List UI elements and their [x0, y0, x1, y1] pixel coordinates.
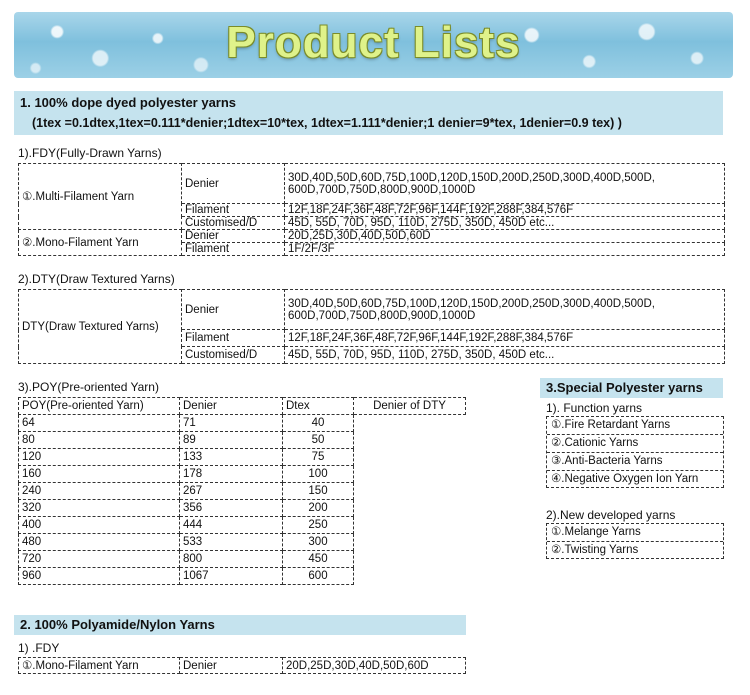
function-yarns-title: 1). Function yarns: [546, 401, 643, 415]
poy-denier-cell: 120: [19, 449, 180, 466]
fdy-denier-label: Denier: [182, 164, 285, 204]
poy-dty-cell: 600: [283, 568, 354, 585]
function-yarns-list: [546, 416, 724, 488]
poy-dtex-cell: 89: [180, 432, 283, 449]
poy-label: POY(Pre-oriented Yarn): [19, 398, 180, 415]
poy-dty-cell: 450: [283, 551, 354, 568]
list-item: ①.Fire Retardant Yarns: [547, 417, 723, 435]
list-item: ④.Negative Oxygen Ion Yarn: [551, 473, 699, 485]
fdy-custom-label: Customised/D: [182, 217, 285, 230]
special-header: 3.Special Polyester yarns: [540, 378, 723, 398]
poy-dtex-cell: 444: [180, 517, 283, 534]
section2-header: 2. 100% Polyamide/Nylon Yarns: [14, 615, 466, 635]
table-row: [19, 534, 466, 551]
unit-conversion: (1tex =0.1dtex,1tex=0.111*denier;1dtex=10*tex, 1dtex=1.111*denier;1 denier=9*tex, 1denier=0.9 tex) ): [32, 116, 622, 130]
poy-dty-cell: 250: [283, 517, 354, 534]
dty-denier-label: Denier: [182, 290, 285, 330]
poy-table: [18, 397, 466, 585]
list-item: ②.Cationic Yarns: [547, 435, 723, 453]
new-yarns-list: [546, 523, 724, 559]
fdy-custom-values: 45D, 55D, 70D, 95D, 110D, 275D, 350D, 450D etc...: [285, 217, 725, 230]
poy-dty-cell: 300: [283, 534, 354, 551]
poy-dty-cell: 200: [283, 500, 354, 517]
fdy-denier-values: 30D,40D,50D,60D,75D,100D,120D,150D,200D,250D,300D,400D,500D, 600D,700D,750D,800D,900D,1000D: [285, 164, 725, 204]
fdy-title: 1).FDY(Fully-Drawn Yarns): [18, 146, 162, 160]
fdy-filament-label: Filament: [182, 204, 285, 217]
dty-table: [18, 289, 725, 364]
poy-dtex-cell: 71: [180, 415, 283, 432]
poy-dtex-cell: 133: [180, 449, 283, 466]
nylon-fdy-title: 1) .FDY: [18, 641, 60, 655]
poy-title: 3).POY(Pre-oriented Yarn): [18, 380, 159, 394]
mono-denier-values: 20D,25D,30D,40D,50D,60D: [285, 230, 725, 243]
table-row: [19, 517, 466, 534]
list-item: ①.Melange Yarns: [547, 524, 723, 542]
poy-dtex-cell: 178: [180, 466, 283, 483]
list-item: ②.Twisting Yarns: [551, 544, 639, 556]
poy-dtex-cell: 800: [180, 551, 283, 568]
banner: [14, 12, 733, 78]
dty-filament-values: 12F,18F,24F,36F,48F,72F,96F,144F,192F,288F,384,576F: [285, 330, 725, 347]
poy-denier-cell: 720: [19, 551, 180, 568]
poy-dty-cell: 75: [283, 449, 354, 466]
table-row: [19, 551, 466, 568]
nylon-mono-label: ①.Mono-Filament Yarn: [19, 658, 180, 674]
mono-filament-label-2: Filament: [182, 243, 285, 256]
page-title: Product Lists: [226, 18, 521, 67]
nylon-denier-label: Denier: [180, 658, 283, 674]
poy-dty-cell: 150: [283, 483, 354, 500]
poy-denier-cell: 400: [19, 517, 180, 534]
nylon-denier-values: 20D,25D,30D,40D,50D,60D: [283, 658, 466, 674]
poy-denier-cell: 80: [19, 432, 180, 449]
mono-filament-values: 1F/2F/3F: [285, 243, 725, 256]
dty-denier-values: 30D,40D,50D,60D,75D,100D,120D,150D,200D,250D,300D,400D,500D, 600D,700D,750D,800D,900D,1000D: [285, 290, 725, 330]
poy-dtex-cell: 1067: [180, 568, 283, 585]
section1-header: [14, 91, 723, 135]
multi-filament-label: ①.Multi-Filament Yarn: [19, 164, 182, 230]
poy-dtex-cell: 356: [180, 500, 283, 517]
dty-title: 2).DTY(Draw Textured Yarns): [18, 272, 175, 286]
mono-filament-label: ②.Mono-Filament Yarn: [19, 230, 182, 256]
table-row: [19, 449, 466, 466]
poy-header-dty: Denier of DTY: [354, 398, 466, 415]
nylon-table: [18, 657, 466, 674]
list-item: ③.Anti-Bacteria Yarns: [547, 453, 723, 471]
dty-filament-label: Filament: [182, 330, 285, 347]
poy-dty-cell: 40: [283, 415, 354, 432]
poy-dtex-cell: 267: [180, 483, 283, 500]
dty-custom-label: Customised/D: [182, 347, 285, 364]
section1-title: 1. 100% dope dyed polyester yarns: [20, 95, 237, 110]
mono-denier-label: Denier: [182, 230, 285, 243]
table-row: [19, 500, 466, 517]
poy-dty-cell: 100: [283, 466, 354, 483]
poy-denier-cell: 240: [19, 483, 180, 500]
table-row: [19, 415, 466, 432]
fdy-table: [18, 163, 725, 256]
poy-dtex-cell: 533: [180, 534, 283, 551]
new-yarns-title: 2).New developed yarns: [546, 508, 676, 522]
table-row: [19, 483, 466, 500]
fdy-filament-values: 12F,18F,24F,36F,48F,72F,96F,144F,192F,288F,384,576F: [285, 204, 725, 217]
poy-denier-cell: 160: [19, 466, 180, 483]
dty-label: DTY(Draw Textured Yarns): [19, 290, 182, 364]
table-row: [19, 568, 466, 585]
table-row: [19, 432, 466, 449]
poy-denier-cell: 960: [19, 568, 180, 585]
poy-header-dtex: Dtex: [283, 398, 354, 415]
poy-dty-cell: 50: [283, 432, 354, 449]
poy-denier-cell: 64: [19, 415, 180, 432]
poy-header-denier: Denier: [180, 398, 283, 415]
table-row: [19, 466, 466, 483]
dty-custom-values: 45D, 55D, 70D, 95D, 110D, 275D, 350D, 450D etc...: [285, 347, 725, 364]
poy-denier-cell: 480: [19, 534, 180, 551]
poy-denier-cell: 320: [19, 500, 180, 517]
